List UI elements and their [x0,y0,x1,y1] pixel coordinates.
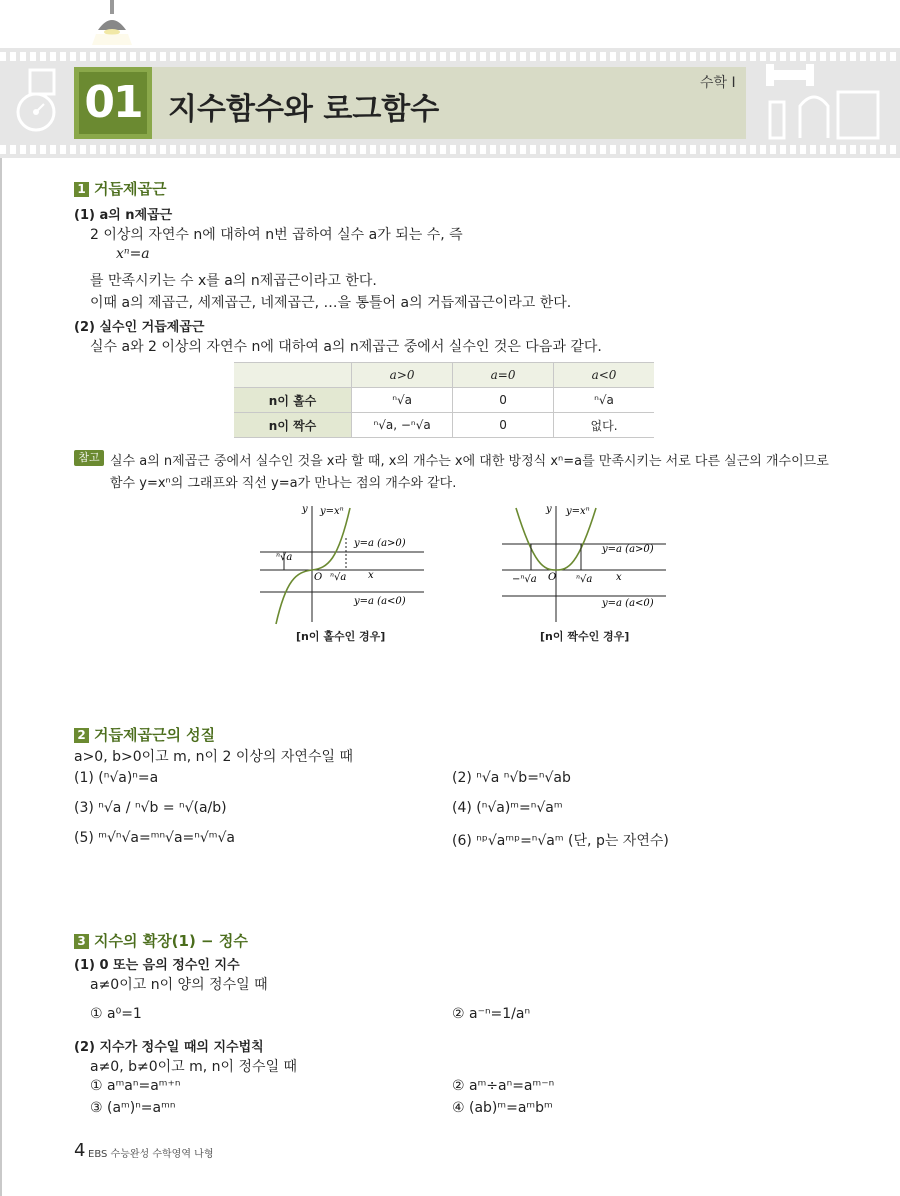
table-cell: 없다. [554,413,654,438]
page-border [0,158,2,1196]
footer-text: EBS 수능완성 수학영역 나형 [88,1149,214,1160]
clock-icon [8,62,68,142]
graph-caption: [n이 짝수인 경우] [540,630,630,643]
odd-power-graph [254,500,434,625]
property-item: (1) (ⁿ√a)ⁿ=a [74,770,159,786]
y-axis-label: y [302,504,308,515]
page-number: 4 [74,1140,86,1161]
table-cell: 0 [453,388,554,413]
section-2-badge: 2 [74,728,89,743]
section-1-title: 거듭제곱근 [94,180,167,198]
root-label: ⁿ√a [576,574,593,585]
x-axis-label: x [368,570,374,581]
section-1-heading [74,178,166,199]
chapter-title: 지수함수와 로그함수 [168,92,440,127]
table-header-cell [234,363,352,388]
x-axis-label: x [616,572,622,583]
paragraph-line: 이때 a의 제곱근, 세제곱근, 네제곱근, …을 통틀어 a의 거듭제곱근이라고 한다. [90,295,572,311]
note-line: 실수 a의 n제곱근 중에서 실수인 것을 x라 할 때, x의 개수는 x에 대한 방정식 xⁿ=a를 만족시키는 서로 다른 실근의 개수이므로 [110,454,829,469]
film-strip-bottom [0,145,900,154]
note-line: 함수 y=xⁿ의 그래프와 직선 y=a가 만나는 점의 개수와 같다. [110,476,457,491]
film-strip-top [0,52,900,61]
subsection-1-2: (2) 실수인 거듭제곱근 [74,320,205,335]
line-label: y=a (a<0) [354,596,406,607]
table-cell: ⁿ√a [352,388,453,413]
origin-label: O [314,572,323,583]
law-item: ① a⁰=1 [90,1006,142,1022]
root-label: ⁿ√a [276,552,293,563]
section-3-title: 지수의 확장(1) − 정수 [94,932,248,950]
law-item: ② a⁻ⁿ=1/aⁿ [452,1006,531,1022]
chapter-number-box [74,67,152,139]
lamp-decoration [92,0,132,45]
curve-label: y=xⁿ [566,506,590,517]
table-header-cell: a>0 [352,363,453,388]
condition: a≠0이고 n이 양의 정수일 때 [90,977,268,993]
property-item: (3) ⁿ√a / ⁿ√b = ⁿ√(a/b) [74,800,227,816]
subsection-1-1: (1) a의 n제곱근 [74,208,173,223]
table-row [234,388,654,413]
line-label: y=a (a<0) [602,598,654,609]
root-label: ⁿ√a [330,572,347,583]
law-item: ② aᵐ÷aⁿ=aᵐ⁻ⁿ [452,1078,555,1094]
gym-icon [752,62,892,142]
table-row [234,413,654,438]
law-item: ④ (ab)ᵐ=aᵐbᵐ [452,1100,553,1116]
property-item: (5) ᵐ√ⁿ√a=ᵐⁿ√a=ⁿ√ᵐ√a [74,830,235,846]
law-item: ③ (aᵐ)ⁿ=aᵐⁿ [90,1100,176,1116]
real-roots-table [234,362,654,438]
origin-label: O [548,572,557,583]
odd-curve [276,508,350,624]
table-header-row [234,363,654,388]
table-row-header: n이 홀수 [234,388,352,413]
y-axis-label: y [546,504,552,515]
table-cell: 0 [453,413,554,438]
paragraph-line: 실수 a와 2 이상의 자연수 n에 대하여 a의 n제곱근 중에서 실수인 것은 다음과 같다. [90,339,602,355]
paragraph-line: 를 만족시키는 수 x를 a의 n제곱근이라고 한다. [90,273,377,289]
line-label: y=a (a>0) [602,544,654,555]
law-item: ① aᵐaⁿ=aᵐ⁺ⁿ [90,1078,181,1094]
section-3-badge: 3 [74,934,89,949]
subsection-3-1: (1) 0 또는 음의 정수인 지수 [74,958,240,973]
table-row-header: n이 짝수 [234,413,352,438]
paragraph-line: 2 이상의 자연수 n에 대하여 n번 곱하여 실수 a가 되는 수, 즉 [90,227,463,243]
even-power-graph [496,500,676,625]
curve-label: y=xⁿ [320,506,344,517]
graph-caption: [n이 홀수인 경우] [296,630,386,643]
subsection-3-2: (2) 지수가 정수일 때의 지수법칙 [74,1040,264,1055]
condition: a>0, b>0이고 m, n이 2 이상의 자연수일 때 [74,749,353,765]
section-1-badge: 1 [74,182,89,197]
note-badge: 참고 [74,450,104,466]
section-2-title: 거듭제곱근의 성질 [94,726,216,744]
condition: a≠0, b≠0이고 m, n이 정수일 때 [90,1059,298,1075]
property-item: (2) ⁿ√a ⁿ√b=ⁿ√ab [452,770,571,786]
property-item: (4) (ⁿ√a)ᵐ=ⁿ√aᵐ [452,800,563,816]
subject-label: 수학 Ⅰ [700,75,736,91]
chapter-number: 01 [79,72,147,134]
table-header-cell: a=0 [453,363,554,388]
section-2-heading [74,724,215,745]
table-cell: ⁿ√a, −ⁿ√a [352,413,453,438]
property-item: (6) ⁿᵖ√aᵐᵖ=ⁿ√aᵐ (단, p는 자연수) [452,833,669,849]
section-3-heading [74,930,248,951]
line-label: y=a (a>0) [354,538,406,549]
table-cell: ⁿ√a [554,388,654,413]
table-header-cell: a<0 [554,363,654,388]
equation: xⁿ=a [116,246,150,262]
root-label: −ⁿ√a [512,574,537,585]
